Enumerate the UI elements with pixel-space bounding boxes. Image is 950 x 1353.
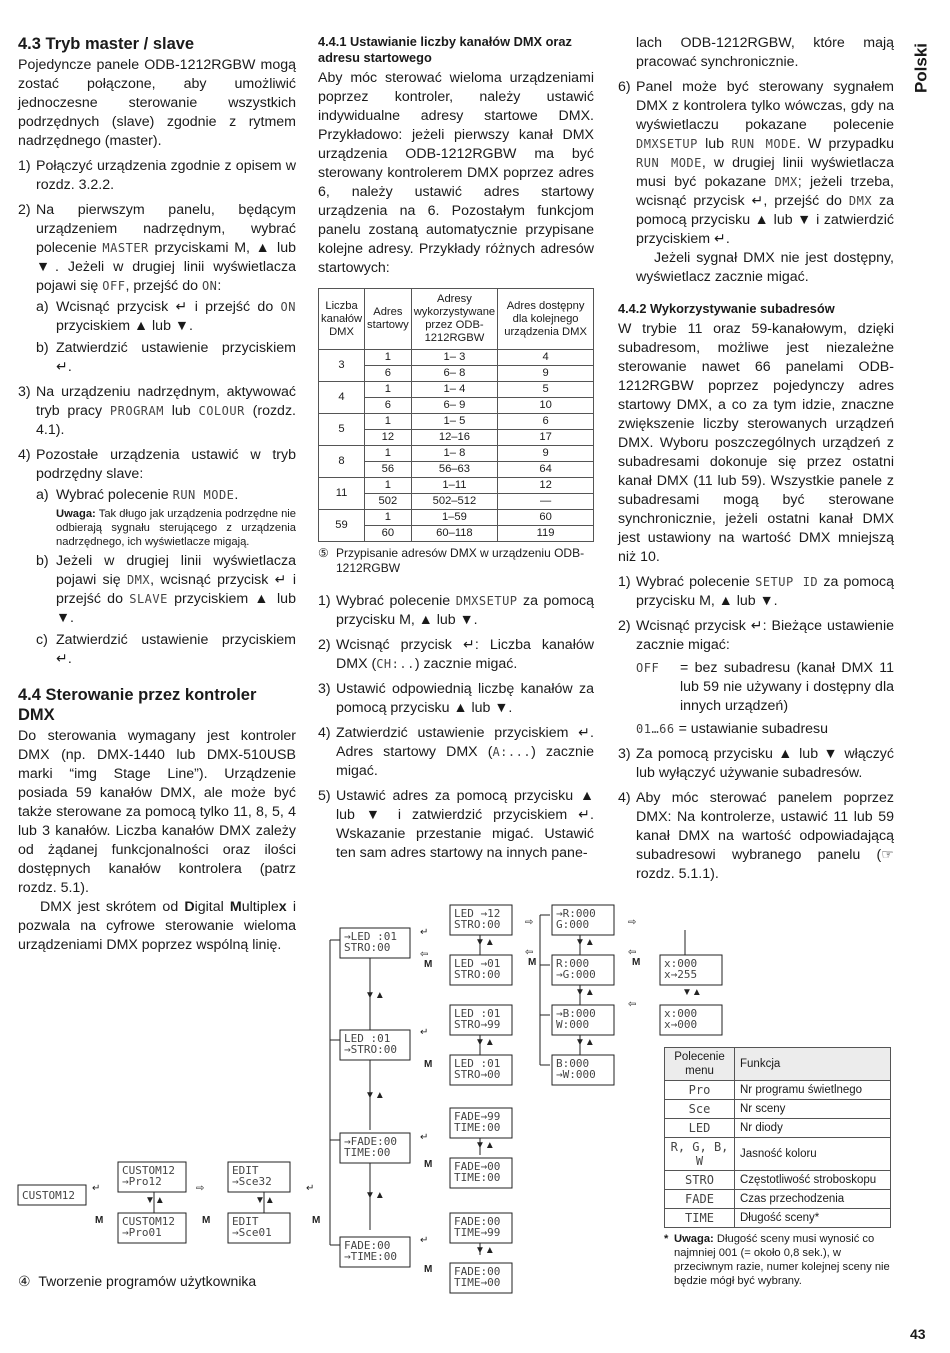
- lcd-line: →W:000: [556, 1068, 596, 1081]
- lcd-line: →B:000: [556, 1007, 596, 1020]
- m-key-label: M: [424, 1159, 433, 1170]
- arrow-symbol: ⇨: [196, 1183, 205, 1194]
- menu-table-row: [665, 1138, 891, 1171]
- menu-function: Nr diody: [735, 1119, 891, 1138]
- lcd-line: CUSTOM12: [122, 1164, 175, 1177]
- dmx-table-cell: 12: [498, 478, 594, 494]
- dmx-table-cell: 6: [365, 398, 412, 414]
- dmx-table-cell: 1: [365, 414, 412, 430]
- dmx-table-cell: 6: [365, 366, 412, 382]
- lcd-fade99: [450, 1108, 512, 1138]
- lcd-line: TIME:00: [454, 1171, 501, 1184]
- dmx-table-cell: 1: [365, 478, 412, 494]
- dmx-channel-count: 8: [319, 446, 365, 478]
- figure-4-caption: ④ Tworzenie programów użytkownika: [18, 1273, 257, 1289]
- arrow-symbol: ↵: [420, 1132, 429, 1143]
- step-3: 3) Za pomocą przycisku ▲ lub ▼ włączyć lub wyłączyć używanie subadresów.: [618, 746, 894, 781]
- dmx-table-row: [319, 510, 594, 526]
- dmx-table-header: Adres dostępny dla kolejnego urządzenia DMX: [498, 289, 594, 350]
- dmx-channel-count: 3: [319, 350, 365, 382]
- lcd-led-b: [340, 1030, 410, 1060]
- updown-arrows: ▼▲: [575, 1037, 595, 1048]
- dmx-table-row: [319, 414, 594, 430]
- lcd-custom-bot: [118, 1213, 186, 1243]
- step-3: 3) Na urządzeniu nadrzędnym, aktywować tryb pracy PROGRAM lub COLOUR (rozdz. 4.1).: [18, 384, 296, 438]
- dmx-table-cell: 1– 5: [411, 414, 497, 430]
- lcd-stro99: [450, 1005, 512, 1035]
- arrow-symbol: ↵: [92, 1183, 101, 1194]
- lcd-line: FADE:00: [454, 1265, 501, 1278]
- menu-command: STRO: [665, 1171, 735, 1190]
- lcd-fade-b: [340, 1237, 410, 1267]
- lcd-x2: [660, 1005, 722, 1035]
- lcd-line: x:000: [664, 1007, 698, 1020]
- m-key-label: M: [424, 959, 433, 970]
- menu-table-row: [665, 1190, 891, 1209]
- dmx-table-cell: 119: [498, 526, 594, 542]
- note-slave: Uwaga: Tak długo jak urządzenia podrzędne nie odbierają sygnału sterującego z urządzenia nadrzędnego, ich wyświetlacze migają.: [56, 508, 296, 548]
- lcd-line: CUSTOM12: [122, 1215, 175, 1228]
- dmx-table-row: [319, 478, 594, 494]
- heading-4-4: 4.4 Sterowanie przez kontroler DMX: [18, 686, 257, 724]
- step-4: 4) Pozostałe urządzenia ustawić w tryb podrzędny slave: a) Wybrać polecenie RUN MODE. Uwaga: Tak długo jak urządzenia podrzędne nie odbierają sygnału sterującego z urządzenia nadrzędnego, ich wyświetlacze migają. b) Jeżeli w drugiej linii wyświetlacza pojawi się DMX, wcisnąć przycisk ↵ i przejść do SLAVE przyciskiem ▲ lub ▼. c) Zatwierdzić ustawienie przyciskiem ↵.: [18, 447, 296, 667]
- updown-arrows: ▼▲: [475, 1037, 495, 1048]
- heading-4-3: 4.3 Tryb master / slave: [18, 35, 195, 53]
- menu-table-row: [665, 1119, 891, 1138]
- dmx-address-table: [318, 288, 594, 542]
- dmx-table-cell: 60: [498, 510, 594, 526]
- step-4: 4) Zatwierdzić ustawienie przyciskiem ↵. Adres startowy DMX (A:...) zacznie migać.: [318, 725, 594, 779]
- m-key-label: M: [424, 1264, 433, 1275]
- lcd-line: TIME:00: [454, 1121, 501, 1134]
- m-key-label: M: [95, 1215, 104, 1226]
- dmx-channel-count: 5: [319, 414, 365, 446]
- menu-command: LED: [665, 1119, 735, 1138]
- dmx-table-cell: 1–59: [411, 510, 497, 526]
- step-1: 1) Wybrać polecenie SETUP ID za pomocą przycisku M, ▲ lub ▼.: [618, 574, 894, 609]
- menu-command: Sce: [665, 1100, 735, 1119]
- menu-table-row: [665, 1171, 891, 1190]
- lcd-bw1: [552, 1005, 614, 1035]
- lcd-edit-top: [228, 1162, 290, 1192]
- lcd-led12: [450, 905, 512, 935]
- menu-function: Częstotliwość stroboskopu: [735, 1171, 891, 1190]
- column-1: [18, 34, 296, 955]
- lcd-stro00: [450, 1055, 512, 1085]
- dmx-channel-count: 4: [319, 382, 365, 414]
- lcd-line: →R:000: [556, 907, 596, 920]
- lcd-line: LED →01: [454, 957, 501, 970]
- lcd-fade-a: [340, 1133, 410, 1163]
- language-tab: [906, 33, 936, 103]
- dmx-channel-count: 59: [319, 510, 365, 542]
- m-key-label: M: [312, 1215, 321, 1226]
- lcd-line: →TIME:00: [344, 1250, 397, 1263]
- arrow-symbol: ↵: [420, 927, 429, 938]
- lcd-line: TIME→99: [454, 1226, 501, 1239]
- menu-function: Długość sceny*: [735, 1209, 891, 1228]
- lcd-line: B:000: [556, 1057, 590, 1070]
- step-1: 1) Wybrać polecenie DMXSETUP za pomocą przycisku M, ▲ lub ▼.: [318, 593, 594, 628]
- option-off: OFF = bez subadresu (kanał DMX 11 lub 59 nie używany i dostępny dla innych urządzeń): [636, 660, 894, 714]
- dmx-table-header: Adresy wykorzystywane przez ODB-1212RGBW: [411, 289, 497, 350]
- updown-arrows: ▼▲: [682, 987, 702, 998]
- step-2b: b) Zatwierdzić ustawienie przyciskiem ↵.: [36, 340, 296, 375]
- heading-4-4-2: 4.4.2 Wykorzystywanie subadresów: [618, 301, 835, 316]
- lcd-line: FADE:00: [344, 1239, 391, 1252]
- updown-arrows: ▼▲: [575, 937, 595, 948]
- lcd-line: →Pro01: [122, 1226, 162, 1239]
- menu-command: R, G, B, W: [665, 1138, 735, 1171]
- lcd-line: TIME:00: [344, 1146, 391, 1159]
- lcd-led-a: [340, 928, 410, 958]
- step-3: 3) Ustawić odpowiednią liczbę kanałów za pomocą przycisku ▲ lub ▼.: [318, 681, 594, 716]
- dmx-table-cell: 60: [365, 526, 412, 542]
- lcd-line: →Pro12: [122, 1175, 162, 1188]
- step-5: 5) Ustawić adres za pomocą przycisku ▲ lub ▼ i zatwierdzić przyciskiem ↵. Wskazanie przestanie migać. Ustawić ten sam adres startowy na innych pane-: [318, 788, 594, 861]
- lcd-line: x→000: [664, 1018, 698, 1031]
- lcd-line: G:000: [556, 918, 590, 931]
- updown-arrows: ▼▲: [475, 937, 495, 948]
- dmx-table-header: Liczba kanałów DMX: [319, 289, 365, 350]
- lcd-line: TIME→00: [454, 1276, 501, 1289]
- dmx-table-cell: 9: [498, 366, 594, 382]
- dmx-table-cell: 1: [365, 382, 412, 398]
- lcd-line: LED →12: [454, 907, 501, 920]
- dmx-table-cell: 502–512: [411, 494, 497, 510]
- lcd-custom-top: [118, 1162, 186, 1192]
- lcd-fade00: [450, 1158, 512, 1188]
- arrow-symbol: ⇦: [525, 947, 534, 958]
- m-key-label: M: [632, 957, 641, 968]
- menu-command: TIME: [665, 1209, 735, 1228]
- dmx-table-row: [319, 382, 594, 398]
- lcd-line: LED :01: [454, 1057, 501, 1070]
- dmx-table-cell: 1– 4: [411, 382, 497, 398]
- lcd-line: R:000: [556, 957, 590, 970]
- dmx-table-cell: 9: [498, 446, 594, 462]
- menu-note: * Uwaga: Długość sceny musi wynosić co najmniej 001 (= około 0,8 sek.), w przeciwnym razie, numer kolejnej sceny nie będzie mógł być wybrany.: [664, 1233, 890, 1287]
- step-2: 2) Na pierwszym panelu, będącym urządzeniem nadrzędnym, wybrać polecenie MASTER przyciskami M, ▲ lub ▼. Jeżeli w drugiej linii wyświetlacza pojawi się OFF, przejść do ON: a) Wcisnąć przycisk ↵ i przejść do ON przyciskiem ▲ lub ▼. b) Zatwierdzić ustawienie przyciskiem ↵.: [18, 202, 296, 375]
- dmx-table-cell: —: [498, 494, 594, 510]
- lcd-line: STRO:00: [454, 968, 501, 981]
- arrow-symbol: ⇦: [420, 949, 429, 960]
- lcd-line: x:000: [664, 957, 698, 970]
- m-key-label: M: [202, 1215, 211, 1226]
- paragraph-continuation: lach ODB-1212RGBW, które mają pracować synchronicznie.: [636, 35, 894, 70]
- arrow-symbol: ⇦: [628, 947, 637, 958]
- step-4b: b) Jeżeli w drugiej linii wyświetlacza pojawi się DMX, wcisnąć przycisk ↵ i przejść do SLAVE przyciskiem ▲ lub ▼.: [36, 553, 296, 626]
- lcd-line: STRO:00: [454, 918, 501, 931]
- paragraph-dmx-1: Do sterowania wymagany jest kontroler DMX (np. DMX-1440 lub DMX-510USB marki “img Stage Line”). Urządzenie posiada 59 kanałów DMX, ale może być także sterowane za pomocą tylko 11, 8, 5, 4 lub 3 kanałów. Liczba kanałów DMX zależy od żądanej funkcjonalności oraz ilości dostępnych kanałów kontrolera (patrz rozdz. 5.1).: [18, 728, 296, 896]
- menu-function: Nr sceny: [735, 1100, 891, 1119]
- lcd-line: EDIT: [232, 1164, 259, 1177]
- lcd-line: LED :01: [454, 1007, 501, 1020]
- updown-arrows: ▼▲: [575, 987, 595, 998]
- step-2: 2) Wcisnąć przycisk ↵: Liczba kanałów DMX (CH:..) zacznie migać.: [318, 637, 594, 672]
- menu-command: Pro: [665, 1081, 735, 1100]
- menu-table-row: [665, 1100, 891, 1119]
- menu-command: FADE: [665, 1190, 735, 1209]
- paragraph-master-slave: Pojedyncze panele ODB-1212RGBW mogą zostać połączone, aby umożliwić jednoczesne sterowanie wszystkich podrzędnych (slave) zgodnie z rytmem nadrzędnego (master).: [18, 57, 296, 149]
- dmx-table-cell: 64: [498, 462, 594, 478]
- dmx-table-row: [319, 350, 594, 366]
- dmx-table-cell: 1– 8: [411, 446, 497, 462]
- arrow-symbol: ↵: [420, 1235, 429, 1246]
- arrow-symbol: ↵: [420, 1027, 429, 1038]
- updown-arrows: ▼▲: [255, 1195, 275, 1206]
- lcd-line: STRO→00: [454, 1068, 501, 1081]
- updown-arrows: ▼▲: [365, 1190, 385, 1201]
- option-subaddress: 01…66 = ustawianie subadresu: [636, 721, 829, 737]
- step-2a: a) Wcisnąć przycisk ↵ i przejść do ON przyciskiem ▲ lub ▼.: [36, 299, 296, 334]
- arrow-symbol: ⇨: [525, 917, 534, 928]
- menu-table-row: [665, 1209, 891, 1228]
- master-slave-steps: [18, 157, 296, 669]
- m-key-label: M: [528, 957, 537, 968]
- lcd-line: →FADE:00: [344, 1135, 397, 1148]
- lcd-line: →G:000: [556, 968, 596, 981]
- heading-4-4-1: 4.4.1 Ustawianie liczby kanałów DMX oraz adresu startowego: [318, 34, 572, 65]
- dmx-table-cell: 56: [365, 462, 412, 478]
- step-6: 6) Panel może być sterowany sygnałem DMX z kontrolera tylko wówczas, gdy na wyświetlaczu pokazane polecenie DMXSETUP lub RUN MODE. W przypadku RUN MODE, w drugiej linii wyświetlacza musi być pokazane DMX; jeżeli trzeba, wcisnąć przycisk ↵, przejść do DMX za pomocą przycisku ▲ lub ▼ i zatwierdzić przyciskiem ↵. Jeżeli sygnał DMX nie jest dostępny, wyświetlacz zacznie migać.: [618, 79, 895, 285]
- lcd-line: W:000: [556, 1018, 590, 1031]
- lcd-led01: [450, 955, 512, 985]
- dmx-table-cell: 5: [498, 382, 594, 398]
- dmx-table-cell: 1: [365, 510, 412, 526]
- arrow-symbol: ⇦: [628, 999, 637, 1010]
- dmx-table-cell: 60–118: [411, 526, 497, 542]
- column-2: [318, 34, 594, 869]
- dmx-table-header: Adres startowy: [365, 289, 412, 350]
- step-4: 4) Aby móc sterować panelem poprzez DMX: Na kontrolerze, ustawić 11 lub 59 kanał DMX na wartość odpowiadającą subadresowi wybranego panelu (☞ rozdz. 5.1.1).: [618, 790, 894, 882]
- dmx-table-cell: 1–11: [411, 478, 497, 494]
- language-label: Polski: [911, 42, 931, 94]
- dmx-table-cell: 6: [498, 414, 594, 430]
- menu-commands-table: Polecenie menu Funkcja Pro Nr programu świetlnego Sce Nr sceny LED Nr diody R, G, B, W Jasność koloru STRO Częstotliwość stroboskopu FADE Czas przechodzenia TIME Długość sceny*: [664, 1047, 891, 1228]
- dmx-table-cell: 1: [365, 350, 412, 366]
- dmx-table-cell: 6– 9: [411, 398, 497, 414]
- dmx-table-cell: 6– 8: [411, 366, 497, 382]
- dmx-table-cell: 1: [365, 446, 412, 462]
- dmx-table-cell: 56–63: [411, 462, 497, 478]
- lcd-line: →Sce32: [232, 1175, 272, 1188]
- lcd-time99: [450, 1213, 512, 1243]
- page-number: 43: [910, 1326, 926, 1342]
- dmx-table-cell: 502: [365, 494, 412, 510]
- step-4c: c) Zatwierdzić ustawienie przyciskiem ↵.: [36, 632, 296, 667]
- lcd-rg1: [552, 905, 614, 935]
- lcd-line: →Sce01: [232, 1226, 272, 1239]
- dmx-table-cell: 10: [498, 398, 594, 414]
- updown-arrows: ▼▲: [365, 990, 385, 1001]
- dmx-table-cell: 17: [498, 430, 594, 446]
- lcd-line: →LED :01: [344, 930, 397, 943]
- dmx-table-cell: 4: [498, 350, 594, 366]
- lcd-line: EDIT: [232, 1215, 259, 1228]
- figure-5-caption: ⑤ Przypisanie adresów DMX w urządzeniu ODB-1212RGBW: [318, 546, 585, 575]
- dmx-table-cell: 12–16: [411, 430, 497, 446]
- lcd-rg2: [552, 955, 614, 985]
- dmx-channel-count: 11: [319, 478, 365, 510]
- lcd-bw2: [552, 1055, 614, 1085]
- paragraph-start-address: Aby móc sterować wieloma urządzeniami poprzez kontroler, należy ustawić indywidualne adresy startowe DMX. Przykładowo: jeżeli pierwszy kanał DMX urządzenia ODB-1212RGBW ma być sterowany kontrolerem DMX poprzez adres 6, należy ustawić adres startowy urządzenia na 6. Pozostałym funkcjom panelu zostaną automatycznie przypisane kolejne adresy. Przykłady różnych adresów startowych:: [318, 70, 594, 276]
- lcd-line: FADE:00: [454, 1215, 501, 1228]
- updown-arrows: ▼▲: [475, 1140, 495, 1151]
- updown-arrows: ▼▲: [365, 1090, 385, 1101]
- arrow-symbol: ↵: [306, 1183, 315, 1194]
- lcd-line: FADE→99: [454, 1110, 501, 1123]
- menu-function: Jasność koloru: [735, 1138, 891, 1171]
- paragraph-subaddress: W trybie 11 oraz 59-kanałowym, dzięki subadresom, możliwe jest niezależne sterowanie nawet 66 panelami ODB-1212RGBW poprzez pojedynczy adres startowy DMX, a co za tym idzie, znaczne zwiększenie liczby sterowanych urządzeń DMX. Wyboru poszczególnych urządzeń z subadresami dokonuje się przez ostatni kanał DMX (11 lub 59). Wszystkie panele z subadresami mogą być sterowane synchronicznie, jeżeli ostatni kanał DMX jest ustawiony na wartość DMX mniejszą niż 10.: [618, 321, 894, 565]
- lcd-x1: [660, 955, 722, 985]
- lcd-line: STRO→99: [454, 1018, 501, 1031]
- lcd-line: CUSTOM12: [22, 1189, 75, 1202]
- updown-arrows: ▼▲: [475, 1245, 495, 1256]
- dmx-setup-steps: [318, 592, 594, 863]
- lcd-time00: [450, 1263, 512, 1293]
- m-key-label: M: [424, 1059, 433, 1070]
- step-4a: a) Wybrać polecenie RUN MODE. Uwaga: Tak długo jak urządzenia podrzędne nie odbierają sygnału sterującego z urządzenia nadrzędnego, ich wyświetlacze migają.: [36, 487, 296, 548]
- subaddress-steps: [618, 573, 894, 884]
- lcd-line: STRO:00: [344, 941, 391, 954]
- menu-function: Czas przechodzenia: [735, 1190, 891, 1209]
- lcd-line: LED :01: [344, 1032, 391, 1045]
- lcd-line: x→255: [664, 968, 698, 981]
- dmx-setup-steps-cont: [618, 78, 894, 287]
- lcd-line: FADE→00: [454, 1160, 501, 1173]
- updown-arrows: ▼▲: [145, 1195, 165, 1206]
- step-1: 1) Połączyć urządzenia zgodnie z opisem w rozdz. 3.2.2.: [18, 158, 296, 193]
- step-2: 2) Wcisnąć przycisk ↵: Bieżące ustawienie zacznie migać: OFF = bez subadresu (kanał DMX 11 lub 59 nie używany i dostępny dla innych urządzeń) 01…66 = ustawianie subadresu: [618, 618, 894, 737]
- lcd-root: [18, 1185, 86, 1205]
- lcd-edit-bot: [228, 1213, 290, 1243]
- lcd-line: →STRO:00: [344, 1043, 397, 1056]
- paragraph-dmx-2: DMX jest skrótem od Digital Multiplex i pozwala na cyfrowe sterowanie wieloma urządzeniami DMX poprzez wspólną linię.: [18, 899, 296, 953]
- arrow-symbol: ⇨: [628, 917, 637, 928]
- dmx-table-cell: 12: [365, 430, 412, 446]
- dmx-table-cell: 1– 3: [411, 350, 497, 366]
- menu-table-row: [665, 1081, 891, 1100]
- column-3: [618, 34, 894, 890]
- dmx-table-row: [319, 446, 594, 462]
- menu-function: Nr programu świetlnego: [735, 1081, 891, 1100]
